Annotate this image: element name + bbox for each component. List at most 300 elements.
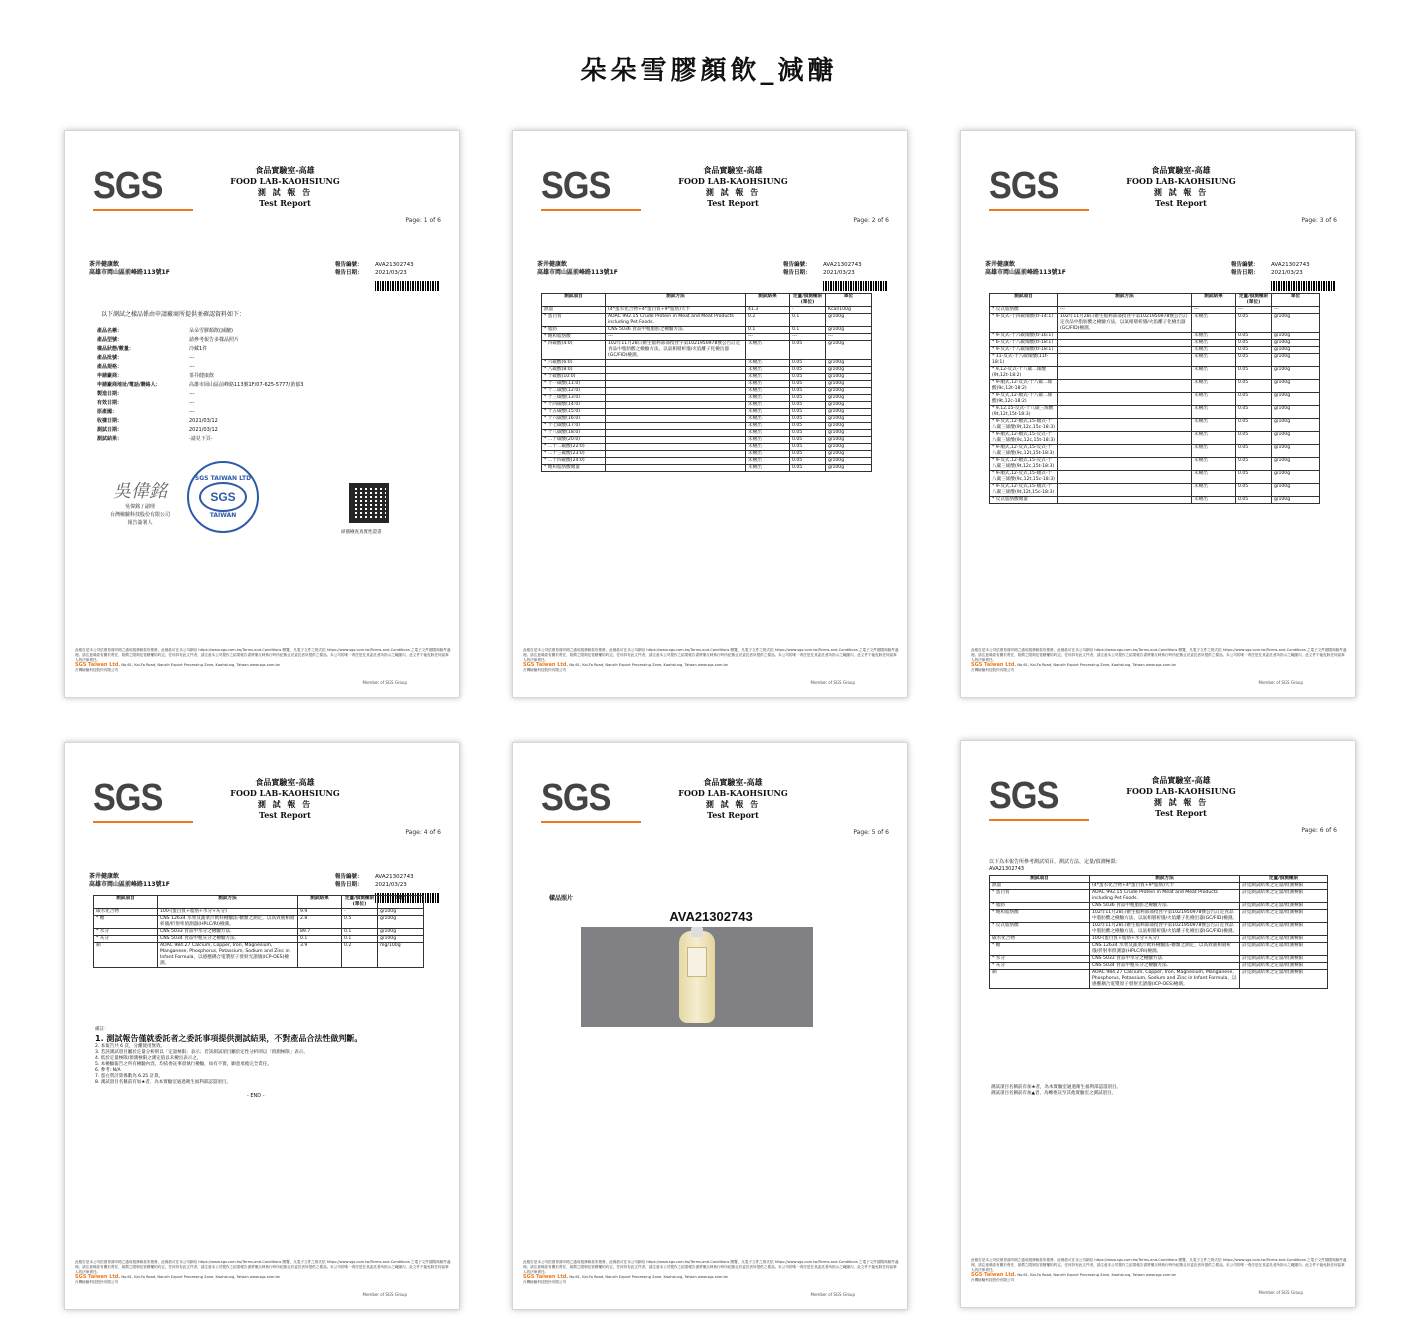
table-row: [990, 419, 1320, 432]
report-header: [1101, 775, 1261, 819]
table-cell: [606, 402, 746, 409]
table-cell: 3.9: [298, 943, 342, 968]
footer-company-zh: 台灣檢驗科技股份有限公司: [523, 668, 567, 672]
report-page-5[interactable]: [512, 742, 908, 1310]
table-cell: g/100g: [1272, 484, 1320, 497]
footnote: 測試項目名稱前有加▲者，為轉委託至其他實驗室之測試項目。: [991, 1091, 1116, 1096]
table-row: [990, 471, 1320, 484]
table-cell: * 飽和脂肪酸: [990, 910, 1090, 923]
table-cell: 詳見測試結果之定量/偵測極限: [1240, 903, 1328, 910]
table-cell: 0.05: [790, 388, 826, 395]
footer-address: No.61, Kai-Fa Road, Nanzih Export Processing Zone, Kaohsiung, Taiwan: [121, 663, 249, 667]
table-row: [542, 458, 872, 465]
table-cell: [606, 451, 746, 458]
table-cell: * 脂肪: [542, 327, 606, 334]
page-footer: [971, 1258, 1347, 1283]
summary-header: [989, 859, 1121, 873]
table-cell: * 八碳酸(8:0): [542, 367, 606, 374]
table-cell: 0.05: [790, 381, 826, 388]
column-header: 定量/偵測極限(單位): [790, 294, 826, 307]
page-number: Page: 6 of 6: [1301, 827, 1337, 834]
info-key: 申請廠商地址/電話/聯絡人：: [97, 382, 161, 388]
member-of-sgs: Member of SGS Group: [1258, 1290, 1303, 1295]
member-of-sgs: Member of SGS Group: [1258, 680, 1303, 685]
table-cell: 詳見測試結果之定量/偵測極限: [1240, 910, 1328, 923]
table-cell: 詳見測試結果之定量/偵測極限: [1240, 936, 1328, 943]
footer-web[interactable]: www.sgs.com.tw: [1145, 1273, 1176, 1277]
column-header: 測試方法: [606, 294, 746, 307]
table-row: [990, 497, 1320, 504]
info-key: 產品型號：: [97, 337, 123, 343]
seal-top: SGS TAIWAN LTD: [194, 475, 252, 482]
table-cell: g/100g: [826, 388, 872, 395]
footer-web[interactable]: www.sgs.com.tw: [1145, 663, 1176, 667]
info-row: [97, 390, 303, 399]
table-cell: 0.05: [790, 341, 826, 360]
column-header: 測試方法: [1090, 876, 1240, 883]
table-cell: g/100g: [826, 416, 872, 423]
client-address: 高雄市岡山區前峰路113號1F: [89, 269, 170, 276]
column-header: 測試項目: [990, 294, 1058, 307]
column-header: 測試項目: [542, 294, 606, 307]
company-seal: [187, 461, 259, 533]
table-cell: * 蛋白質: [542, 314, 606, 327]
table-cell: 100-(蛋白質+脂肪+水分+灰分): [158, 909, 298, 916]
table-cell: * 反式脂肪酸總量: [990, 497, 1058, 504]
logo-underline: [93, 209, 193, 211]
report-title-en: Test Report: [1155, 198, 1207, 208]
table-cell: [1058, 333, 1192, 340]
table-row: [990, 458, 1320, 471]
table-cell: g/100g: [1272, 333, 1320, 340]
table-cell: 0.05: [1236, 432, 1272, 445]
info-value: ---: [189, 391, 195, 397]
table-cell: CNS 5036 食品中粗脂肪之檢驗方法.: [606, 327, 746, 334]
table-cell: g/100g: [826, 360, 872, 367]
table-cell: 0.05: [1236, 406, 1272, 419]
seal-bottom: TAIWAN: [209, 512, 237, 519]
report-page-2[interactable]: [512, 130, 908, 698]
table-cell: * 灰分: [990, 963, 1090, 970]
table-cell: 0.5: [342, 916, 378, 929]
info-key: 原產國：: [97, 409, 118, 415]
table-row: [542, 444, 872, 451]
qr-caption: 掃描檢查真實性證書: [341, 530, 382, 535]
client-name: 茶井健康飲: [89, 873, 120, 880]
table-cell: g/100g: [826, 314, 872, 327]
table-cell: 未檢出: [746, 360, 790, 367]
info-row: [97, 354, 303, 363]
table-cell: g/100g: [1272, 314, 1320, 333]
table-row: [542, 451, 872, 458]
table-cell: 0.05: [1236, 367, 1272, 380]
sgs-logo: SGS: [541, 777, 611, 819]
table-cell: * 9-反式,12-順式,15-反式-十八碳三烯酸(9t,12c,15t-18:3): [990, 458, 1058, 471]
table-cell: AOAC 984.27 Calcium, Copper, Iron, Magnesium, Manganese, Phosphorus, Potassium, Sodium and Zinc in Infant Formula，以感應耦合電漿原子發射光譜儀(ICP-OES)檢測。: [1090, 970, 1240, 989]
table-cell: 0.05: [790, 451, 826, 458]
table-cell: * 十七碳酸(17:0): [542, 423, 606, 430]
table-cell: 102年11月28日衛生福利部部授食字第1021950978號公告訂定食品中脂肪酸之檢驗方法，以氣相層析儀/火焰離子化檢出器(GC/FID)檢測。: [606, 341, 746, 360]
table-row: [542, 430, 872, 437]
table-cell: * 9-順式,12-反式-十八碳二烯酸(9c,12t-18:2): [990, 380, 1058, 393]
report-date-label: 報告日期：: [783, 270, 811, 276]
table-cell: 未檢出: [746, 395, 790, 402]
footer-terms: 此報告是本公司依照背面印刷之通用服務條款所簽發，此條款可在本公司網站 https://www.sgs.com.tw/Terms-and-Conditions 閱覽，凡電子文件之格式依 https://www.sgs.com.tw/Terms-and-Conditions 之電子文件期限與條件處理。請注意條款有關於責任、賠償之限制及管轄權的約定。任何持有此文件者，請注意本公司製作之結果報告書將僅反映執行時所紀錄且於委託者所提供之樣品。本公司的唯一責任是在其委託者所指示之範圍內，此文件不能免除任何當事人的法律責任。: [523, 1260, 899, 1274]
table-row: [542, 374, 872, 381]
report-date-label: 報告日期：: [335, 270, 363, 276]
table-cell: 未檢出: [746, 437, 790, 444]
info-key: 收樣日期：: [97, 418, 123, 424]
report-header: [653, 777, 813, 821]
client-address: 高雄市岡山區前峰路113號1F: [985, 269, 1066, 276]
table-cell: 熱量: [542, 307, 606, 314]
table-cell: [606, 423, 746, 430]
page-number: Page: 3 of 6: [1301, 217, 1337, 224]
table-cell: [1058, 367, 1192, 380]
footer-company: SGS Taiwan Ltd.: [523, 662, 569, 668]
table-row: [542, 409, 872, 416]
table-cell: 未檢出: [1192, 471, 1236, 484]
table-header: [990, 294, 1320, 307]
table-cell: 未檢出: [746, 458, 790, 465]
table-cell: 0.05: [790, 360, 826, 367]
table-cell: ---: [1058, 307, 1192, 314]
table-cell: 0.05: [790, 416, 826, 423]
table-cell: 0.05: [790, 402, 826, 409]
table-row: [94, 943, 424, 968]
client-address: 高雄市岡山區前峰路113號1F: [89, 881, 170, 888]
table-row: [990, 432, 1320, 445]
info-row: [97, 426, 303, 435]
table-row: [990, 963, 1328, 970]
info-value: 冷藏1件: [189, 346, 208, 352]
report-page-4[interactable]: [64, 742, 460, 1310]
table-row: [542, 381, 872, 388]
footer-terms: 此報告是本公司依照背面印刷之通用服務條款所簽發，此條款可在本公司網站 https://www.sgs.com.tw/Terms-and-Conditions 閱覽，凡電子文件之格式依 https://www.sgs.com.tw/Terms-and-Conditions 之電子文件期限與條件處理。請注意條款有關於責任、賠償之限制及管轄權的約定。任何持有此文件者，請注意本公司製作之結果報告書將僅反映執行時所紀錄且於委託者所提供之樣品。本公司的唯一責任是在其委託者所指示之範圍內，此文件不能免除任何當事人的法律責任。: [971, 648, 1347, 662]
signature: 吳偉銘: [113, 481, 167, 502]
table-cell: 碳水化合物: [94, 909, 158, 916]
table-row: [990, 340, 1320, 347]
table-cell: [606, 381, 746, 388]
signer-name: 吳偉銘 / 副理: [125, 504, 155, 510]
table-row: [990, 354, 1320, 367]
table-cell: 未檢出: [746, 451, 790, 458]
table-cell: AOAC 992.15 Crude Protein in Meat and Meat Products including Pet Foods.: [1090, 890, 1240, 903]
table-cell: g/100g: [378, 936, 424, 943]
report-no: AVA21302743: [1271, 262, 1310, 268]
report-no-label: 報告編號：: [335, 262, 363, 268]
note-item: 2. 本報告共 6 頁，分離使用無效。: [95, 1044, 165, 1049]
column-header: 定量/偵測極限: [1240, 876, 1328, 883]
table-cell: 鈉: [94, 943, 158, 968]
info-row: [97, 399, 303, 408]
table-cell: [606, 430, 746, 437]
table-cell: g/100g: [826, 451, 872, 458]
table-cell: * 9-反式-十八碳烯酸(tr-18:1): [990, 347, 1058, 354]
table-cell: g/100g: [826, 327, 872, 334]
info-row: [97, 408, 303, 417]
table-cell: 0.05: [1236, 340, 1272, 347]
table-row: [542, 327, 872, 334]
end-mark: - END -: [247, 1093, 265, 1099]
report-no: AVA21302743: [375, 262, 414, 268]
table-cell: 0.05: [1236, 380, 1272, 393]
table-cell: * 9-順式,12-順式,15-反式-十八碳三烯酸(9c,12c,15t-18:3): [990, 432, 1058, 445]
report-date: 2021/03/23: [375, 882, 407, 888]
lab-name-zh: 食品實驗室-高雄: [703, 165, 763, 175]
table-cell: [606, 409, 746, 416]
page-footer: [75, 1260, 451, 1285]
table-cell: AOAC 984.27 Calcium, Copper, Iron, Magnesium, Manganese, Phosphorus, Potassium, Sodium and Zinc in Infant Formula，以感應耦合電漿原子發射光譜儀(ICP-OES)檢測。: [158, 943, 298, 968]
footer-company: SGS Taiwan Ltd.: [971, 662, 1017, 668]
table-cell: 102年11月28日衛生福利部部授食字第1021950978號公告訂定食品中脂肪酸之檢驗方法，以氣相層析儀/火焰離子化檢出器(GC/FID)檢測。: [1058, 314, 1192, 333]
member-of-sgs: Member of SGS Group: [362, 1292, 407, 1297]
table-cell: 未檢出: [1192, 406, 1236, 419]
table-cell: [606, 388, 746, 395]
table-cell: g/100g: [1272, 347, 1320, 354]
sgs-logo: SGS: [93, 777, 163, 819]
table-row: [990, 347, 1320, 354]
table-cell: 未檢出: [1192, 484, 1236, 497]
report-header: [205, 777, 365, 821]
table-cell: [1058, 458, 1192, 471]
report-no-label: 報告編號：: [1231, 262, 1259, 268]
footer-web[interactable]: www.sgs.com.tw: [697, 1275, 728, 1279]
table-row: [542, 437, 872, 444]
table-cell: [606, 416, 746, 423]
table-row: [542, 360, 872, 367]
table-cell: g/100g: [826, 367, 872, 374]
table-cell: ---: [826, 334, 872, 341]
table-cell: 未檢出: [746, 430, 790, 437]
footer-address: No.61, Kai-Fa Road, Nanzih Export Processing Zone, Kaohsiung, Taiwan: [569, 1275, 697, 1279]
table-row: [990, 307, 1320, 314]
report-title-zh: 測 試 報 告: [257, 799, 313, 809]
sgs-logo: SGS: [989, 775, 1059, 817]
info-row: [97, 363, 303, 372]
table-header: [990, 876, 1328, 883]
report-header: [1101, 165, 1261, 209]
table-cell: * 二十二碳酸(22:0): [542, 444, 606, 451]
table-cell: 未檢出: [1192, 333, 1236, 340]
table-cell: g/100g: [378, 909, 424, 916]
footnotes: [991, 1085, 1121, 1097]
table-cell: 89.7: [298, 929, 342, 936]
footer-web[interactable]: www.sgs.com.tw: [249, 1275, 280, 1279]
table-cell: 未檢出: [746, 388, 790, 395]
info-key: 測試結果：: [97, 436, 123, 442]
report-title-zh: 測 試 報 告: [1153, 797, 1209, 807]
report-meta: [335, 261, 414, 277]
lab-name-en: FOOD LAB-KAOHSIUNG: [1126, 786, 1236, 796]
barcode: [823, 281, 887, 291]
table-cell: [606, 458, 746, 465]
table-cell: g/100g: [1272, 354, 1320, 367]
footer-terms: 此報告是本公司依照背面印刷之通用服務條款所簽發，此條款可在本公司網站 https://www.sgs.com.tw/Terms-and-Conditions 閱覽，凡電子文件之格式依 https://www.sgs.com.tw/Terms-and-Conditions 之電子文件期限與條件處理。請注意條款有關於責任、賠償之限制及管轄權的約定。任何持有此文件者，請注意本公司製作之結果報告書將僅反映執行時所紀錄且於委託者所提供之樣品。本公司的唯一責任是在其委託者所指示之範圍內，此文件不能免除任何當事人的法律責任。: [75, 648, 451, 662]
table-cell: 碳水化合物: [990, 936, 1090, 943]
table-cell: 0.1: [298, 936, 342, 943]
table-cell: CNS 5036 食品中粗脂肪之檢驗方法.: [1090, 903, 1240, 910]
results-table: [93, 895, 424, 968]
table-cell: g/100g: [826, 444, 872, 451]
client-address: 高雄市岡山區前峰路113號1F: [537, 269, 618, 276]
table-cell: 0.05: [1236, 347, 1272, 354]
table-cell: 未檢出: [746, 423, 790, 430]
table-cell: 未檢出: [1192, 347, 1236, 354]
table-cell: 0.2: [342, 943, 378, 968]
table-cell: 0.1: [790, 314, 826, 327]
table-cell: 0.05: [1236, 333, 1272, 340]
table-cell: * 脂肪: [990, 903, 1090, 910]
info-value: 2021/03/12: [189, 427, 218, 433]
table-row: [990, 956, 1328, 963]
page-number: Page: 5 of 6: [853, 829, 889, 836]
table-cell: 未檢出: [1192, 419, 1236, 432]
lab-name-en: FOOD LAB-KAOHSIUNG: [1126, 176, 1236, 186]
table-cell: [606, 395, 746, 402]
table-cell: 未檢出: [746, 416, 790, 423]
table-cell: * 六碳酸(6:0): [542, 360, 606, 367]
table-cell: CNS 5033 食品中水分之檢驗方法.: [158, 929, 298, 936]
report-page-6[interactable]: [960, 740, 1356, 1308]
footer-web[interactable]: www.sgs.com.tw: [697, 663, 728, 667]
info-key: 測試日期：: [97, 427, 123, 433]
table-cell: g/100g: [826, 374, 872, 381]
table-cell: [606, 374, 746, 381]
table-cell: [1058, 380, 1192, 393]
table-cell: * 11-反式-十八碳烯酸(11t-18:1): [990, 354, 1058, 367]
results-table: [989, 293, 1320, 504]
table-cell: * 9-反式,12-反式,15-順式-十八碳三烯酸(9t,12t,15c-18:3): [990, 484, 1058, 497]
lab-name-zh: 食品實驗室-高雄: [255, 777, 315, 787]
table-cell: CNS 12634 水果及蔬菜汁飲料檢驗法-糖類之測定，以高效液相層析儀/折射率偵測器(HPLC/RI)檢測。: [158, 916, 298, 929]
client-block: [89, 261, 170, 277]
table-row: [990, 484, 1320, 497]
footer-company: SGS Taiwan Ltd.: [523, 1274, 569, 1280]
table-cell: * 9,12,15-反式-十八碳三烯酸(9t,12t,15t-18:3): [990, 406, 1058, 419]
report-no: AVA21302743: [823, 262, 862, 268]
table-cell: * 6-反式-十八碳烯酸(tr-18:1): [990, 340, 1058, 347]
table-cell: 詳見測試結果之定量/偵測極限: [1240, 943, 1328, 956]
footer-company-zh: 台灣檢驗科技股份有限公司: [75, 1280, 119, 1284]
table-cell: * 9-反式,12-順式-十八碳二烯酸(9t,12c-18:2): [990, 393, 1058, 406]
page-footer: [971, 648, 1347, 673]
table-row: [542, 388, 872, 395]
info-value: 朵朵雪膠顏飲(減醣): [189, 328, 233, 334]
table-cell: * 反式脂肪酸: [990, 307, 1058, 314]
table-header: [94, 896, 424, 909]
info-key: 有效日期：: [97, 400, 123, 406]
table-cell: * 9-順式,12-反式,15-順式-十八碳三烯酸(9c,12t,15c-18:3): [990, 471, 1058, 484]
client-name: 茶井健康飲: [537, 261, 568, 268]
table-cell: * 反式脂肪酸: [990, 923, 1090, 936]
table-cell: 未檢出: [1192, 314, 1236, 333]
info-row: [97, 345, 303, 354]
table-row: [542, 341, 872, 360]
table-cell: * 飽和脂肪酸: [542, 334, 606, 341]
report-meta: [783, 261, 862, 277]
table-cell: 41.3: [746, 307, 790, 314]
footer-web[interactable]: www.sgs.com.tw: [249, 663, 280, 667]
report-meta: [335, 873, 414, 889]
info-value: ---: [189, 364, 195, 370]
table-row: [542, 367, 872, 374]
footer-address: No.61, Kai-Fa Road, Nanzih Export Processing Zone, Kaohsiung, Taiwan: [1017, 1273, 1145, 1277]
report-page-3[interactable]: [960, 130, 1356, 698]
report-date: 2021/03/23: [823, 270, 855, 276]
signer-title: 報告簽署人: [127, 520, 153, 526]
table-cell: [1058, 445, 1192, 458]
table-cell: AOAC 992.15 Crude Protein in Meat and Meat Products including Pet Foods.: [606, 314, 746, 327]
summary-line: 以下為本報告所參考測試項目、測試方法、定量/偵測極限：: [989, 859, 1121, 865]
table-cell: 未檢出: [746, 374, 790, 381]
table-row: [990, 380, 1320, 393]
table-cell: 0.05: [1236, 393, 1272, 406]
table-cell: 0.05: [1236, 445, 1272, 458]
column-header: 定量/偵測極限(單位): [1236, 294, 1272, 307]
seal-mid: SGS: [199, 482, 247, 512]
info-row: [97, 435, 303, 444]
member-of-sgs: Member of SGS Group: [810, 1292, 855, 1297]
report-page-1[interactable]: [64, 130, 460, 698]
table-row: [990, 936, 1328, 943]
table-cell: -: [790, 307, 826, 314]
column-header: 單位: [826, 294, 872, 307]
signature-block: [85, 481, 195, 527]
table-cell: 0.05: [790, 458, 826, 465]
page-title: 朵朵雪膠顏飲_減醣: [580, 56, 838, 86]
table-row: [94, 929, 424, 936]
table-cell: mg/100g: [378, 943, 424, 968]
summary-report-no: AVA21302743: [989, 866, 1025, 872]
qr-code-icon[interactable]: [349, 483, 389, 523]
footer-company-zh: 台灣檢驗科技股份有限公司: [971, 668, 1015, 672]
table-cell: 未檢出: [746, 381, 790, 388]
table-cell: * 9-反式-十四碳烯酸(tr-14:1): [990, 314, 1058, 333]
table-cell: 102年11月28日衛生福利部部授食字第1021950978號公告訂定食品中脂肪酸之檢驗方法，以氣相層析儀/火焰離子化檢出器(GC/FID)檢測。: [1090, 910, 1240, 923]
client-block: [985, 261, 1066, 277]
info-row: [97, 417, 303, 426]
info-value: 高雄市岡山區前峰路113號1F/07-625-5777/黃郁3: [189, 382, 304, 388]
lab-name-en: FOOD LAB-KAOHSIUNG: [230, 176, 340, 186]
table-cell: 0.1: [342, 929, 378, 936]
table-cell: 0.05: [1236, 419, 1272, 432]
table-row: [542, 416, 872, 423]
report-title-en: Test Report: [259, 810, 311, 820]
table-cell: g/100g: [1272, 367, 1320, 380]
table-cell: g/100g: [826, 395, 872, 402]
report-no-label: 報告編號：: [783, 262, 811, 268]
table-cell: (4*蛋水化合物+4*蛋白質+9*脂肪)大卡: [606, 307, 746, 314]
table-cell: [1058, 432, 1192, 445]
column-header: 測試結果: [1192, 294, 1236, 307]
table-cell: 0.05: [790, 409, 826, 416]
table-cell: 詳見測試結果之定量/偵測極限: [1240, 956, 1328, 963]
table-cell: 未檢出: [1192, 367, 1236, 380]
report-title-zh: 測 試 報 告: [1153, 187, 1209, 197]
signer-company: 台灣檢驗科技股份有限公司: [109, 512, 170, 518]
client-block: [89, 873, 170, 889]
table-row: [990, 923, 1328, 936]
bottle-image: [679, 931, 715, 1023]
table-cell: 未檢出: [1192, 497, 1236, 504]
note-item: 7. 蛋白質計算係數為 6.25 計算。: [95, 1074, 164, 1079]
table-cell: ---: [1272, 307, 1320, 314]
table-cell: * 水分: [94, 929, 158, 936]
footer-terms: 此報告是本公司依照背面印刷之通用服務條款所簽發，此條款可在本公司網站 https://www.sgs.com.tw/Terms-and-Conditions 閱覽，凡電子文件之格式依 https://www.sgs.com.tw/Terms-and-Conditions 之電子文件期限與條件處理。請注意條款有關於責任、賠償之限制及管轄權的約定。任何持有此文件者，請注意本公司製作之結果報告書將僅反映執行時所紀錄且於委託者所提供之樣品。本公司的唯一責任是在其委託者所指示之範圍內，此文件不能免除任何當事人的法律責任。: [523, 648, 899, 662]
table-cell: 未檢出: [746, 402, 790, 409]
table-cell: [606, 437, 746, 444]
